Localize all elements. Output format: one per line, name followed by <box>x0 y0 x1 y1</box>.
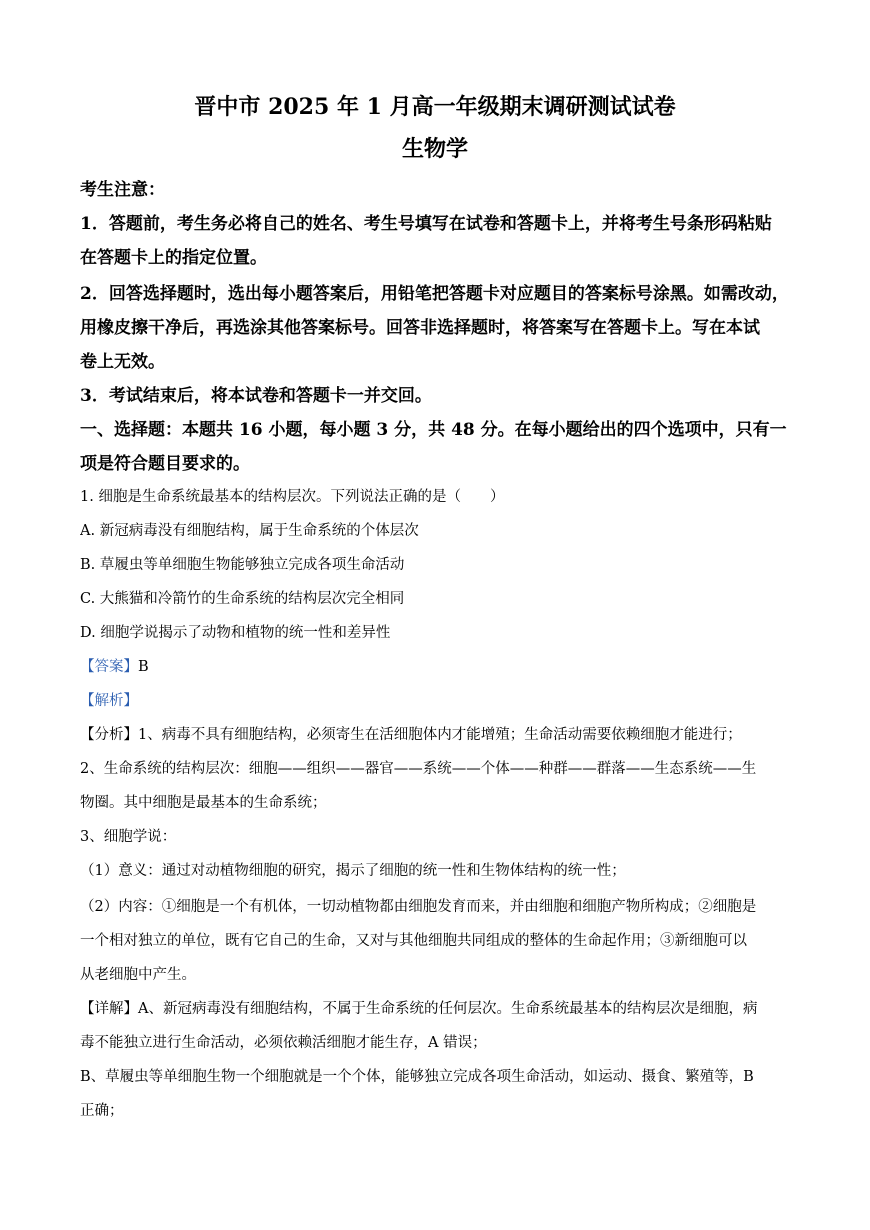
fenxi-line-5: （1）意义：通过对动植物细胞的研究，揭示了细胞的统一性和生物体结构的统一性； <box>80 863 626 879</box>
notice-heading: 考生注意： <box>80 180 165 200</box>
notice-item-1-line-2: 在答题卡上的指定位置。 <box>80 248 267 268</box>
fenxi-line-7: 一个相对独立的单位，既有它自己的生命，又对与其他细胞共同组成的整体的生命起作用；③新细胞可以 <box>80 933 747 949</box>
question-1-option-a: A. 新冠病毒没有细胞结构，属于生命系统的个体层次 <box>80 523 419 539</box>
notice-item-2-line-1: 2．回答选择题时，选出每小题答案后，用铅笔把答题卡对应题目的答案标号涂黑。如需改动， <box>80 284 789 304</box>
fenxi-line-6: （2）内容：①细胞是一个有机体，一切动植物都由细胞发育而来，并由细胞和细胞产物所构成；②细胞是 <box>80 899 757 915</box>
xiangjie-line-3: B、草履虫等单细胞生物一个细胞就是一个个体，能够独立完成各项生命活动，如运动、摄食、繁殖等，B <box>80 1069 754 1085</box>
xiangjie-line-2: 毒不能独立进行生命活动，必须依赖活细胞才能生存，A 错误； <box>80 1035 487 1051</box>
section-1-line-2: 项是符合题目要求的。 <box>80 454 250 474</box>
notice-item-2-line-3: 卷上无效。 <box>80 352 165 372</box>
xiangjie-tag: 【详解】 <box>80 1001 138 1017</box>
subject-title: 生物学 <box>401 136 468 162</box>
xiangjie-text-1: A、新冠病毒没有细胞结构，不属于生命系统的任何层次。生命系统最基本的结构层次是细胞，病 <box>138 1001 758 1017</box>
notice-item-3: 3．考试结束后，将本试卷和答题卡一并交回。 <box>80 386 432 406</box>
question-1-stem: 1. 细胞是生命系统最基本的结构层次。下列说法正确的是（ ） <box>80 489 505 505</box>
xiangjie-line-4: 正确； <box>80 1103 124 1119</box>
question-1-option-c: C. 大熊猫和冷箭竹的生命系统的结构层次完全相同 <box>80 591 405 607</box>
question-1-option-d: D. 细胞学说揭示了动物和植物的统一性和差异性 <box>80 625 391 641</box>
exam-title: 晋中市 2025 年 1 月高一年级期末调研测试试卷 <box>194 94 676 120</box>
fenxi-line-2: 2、生命系统的结构层次：细胞——组织——器官——系统——个体——种群——群落——生态系统——生 <box>80 761 757 777</box>
notice-item-2-line-2: 用橡皮擦干净后，再选涂其他答案标号。回答非选择题时，将答案写在答题卡上。写在本试 <box>80 318 760 338</box>
fenxi-tag: 【分析】 <box>80 727 138 743</box>
answer-tag: 【答案】 <box>80 659 138 675</box>
fenxi-line-8: 从老细胞中产生。 <box>80 967 196 983</box>
notice-item-1-line-1: 1．答题前，考生务必将自己的姓名、考生号填写在试卷和答题卡上，并将考生号条形码粘贴 <box>80 214 772 234</box>
fenxi-line-1 <box>80 724 792 746</box>
answer-value: B <box>138 659 149 675</box>
analysis-tag: 【解析】 <box>80 693 138 709</box>
fenxi-line-4: 3、细胞学说： <box>80 829 177 845</box>
fenxi-text-1: 1、病毒不具有细胞结构，必须寄生在活细胞体内才能增殖；生命活动需要依赖细胞才能进行； <box>138 727 742 743</box>
question-1-option-b: B. 草履虫等单细胞生物能够独立完成各项生命活动 <box>80 557 405 573</box>
xiangjie-line-1 <box>80 998 792 1020</box>
answer-line <box>80 656 792 678</box>
section-1-line-1: 一、选择题：本题共 16 小题，每小题 3 分，共 48 分。在每小题给出的四个选项中，只有一 <box>80 420 787 440</box>
fenxi-line-3: 物圈。其中细胞是最基本的生命系统； <box>80 795 327 811</box>
